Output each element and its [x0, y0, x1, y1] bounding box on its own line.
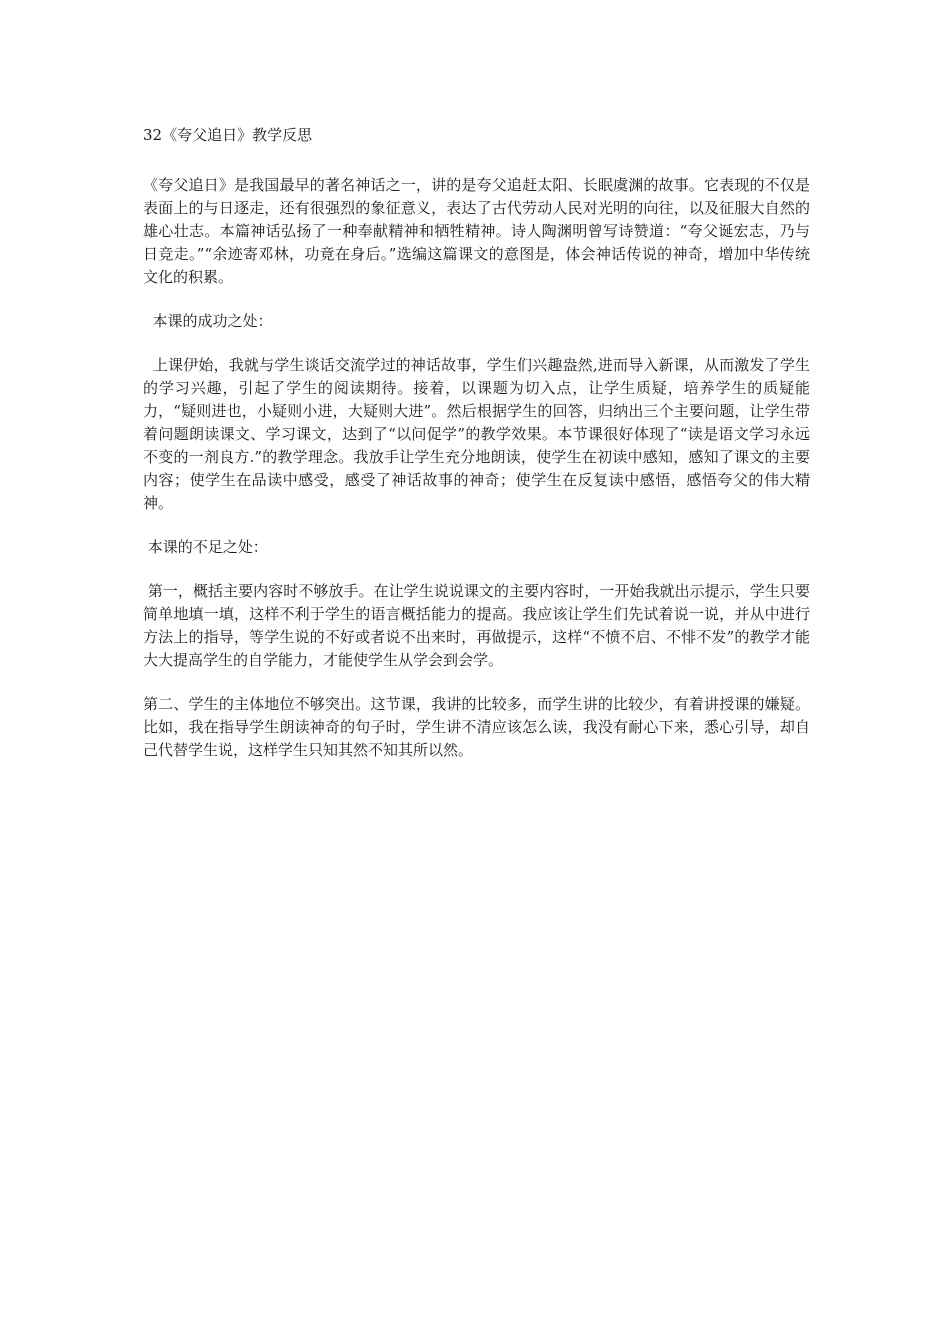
success-paragraph: 上课伊始，我就与学生谈话交流学过的神话故事，学生们兴趣盎然,进而导入新课，从而激发了学生的学习兴趣，引起了学生的阅读期待。接着，以课题为切入点，让学生质疑，培养学生的质疑能力，“疑则进也，小疑则小进，大疑则大进”。然后根据学生的回答，归纳出三个主要问题，让学生带着问题朗读课文、学习课文，达到了“以问促学”的教学效果。本节课很好体现了“读是语文学习永远不变的一剂良方.”的教学理念。我放手让学生充分地朗读，使学生在初读中感知，感知了课文的主要内容；使学生在品读中感受，感受了神话故事的神奇；使学生在反复读中感悟，感悟夸父的伟大精神。: [143, 356, 810, 512]
document-body: [143, 124, 810, 783]
document-title: 32《夸父追日》教学反思: [143, 126, 313, 144]
success-heading: 本课的成功之处：: [143, 312, 273, 330]
shortcoming-first-paragraph: 第一，概括主要内容时不够放手。在让学生说说课文的主要内容时，一开始我就出示提示，学生只要简单地填一填，这样不利于学生的语言概括能力的提高。我应该让学生们先试着说一说，并从中进行方法上的指导，等学生说的不好或者说不出来时，再做提示，这样“不愤不启、不悱不发”的教学才能大大提高学生的自学能力，才能使学生从学会到会学。: [143, 582, 810, 669]
shortcoming-second-paragraph: 第二、学生的主体地位不够突出。这节课，我讲的比较多，而学生讲的比较少，有着讲授课的嫌疑。比如，我在指导学生朗读神奇的句子时，学生讲不清应该怎么读，我没有耐心下来，悉心引导，却自己代替学生说，这样学生只知其然不知其所以然。: [143, 695, 810, 759]
shortcomings-heading: 本课的不足之处：: [143, 538, 268, 556]
intro-paragraph: 《夸父追日》是我国最早的著名神话之一，讲的是夸父追赶太阳、长眠虞渊的故事。它表现的不仅是表面上的与日逐走，还有很强烈的象征意义，表达了古代劳动人民对光明的向往，以及征服大自然的雄心壮志。本篇神话弘扬了一种奉献精神和牺牲精神。诗人陶渊明曾写诗赞道：“夸父诞宏志，乃与日竞走。”“余迹寄邓林，功竟在身后。”选编这篇课文的意图是，体会神话传说的神奇，增加中华传统文化的积累。: [143, 176, 810, 286]
